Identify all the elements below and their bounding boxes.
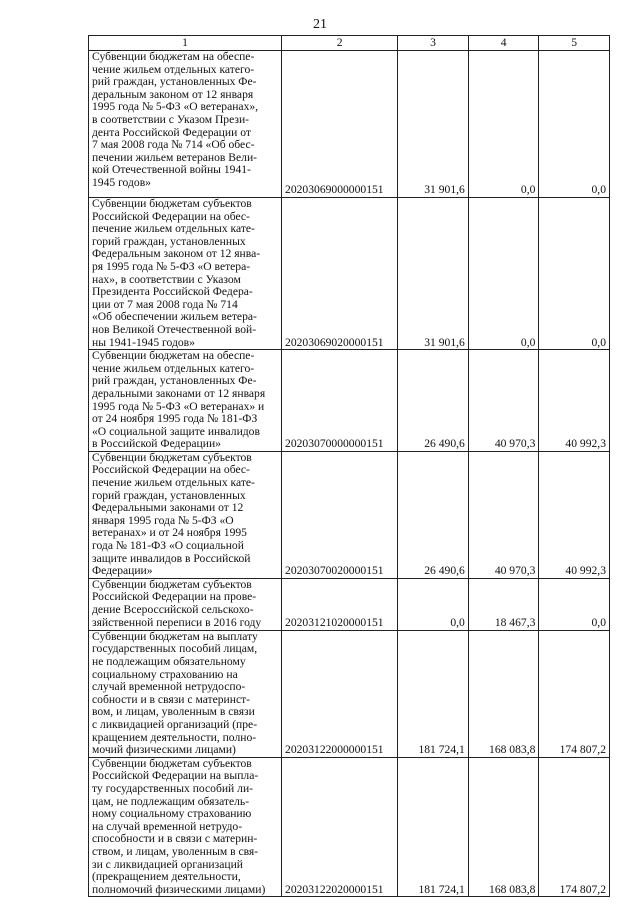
table-row <box>89 51 610 198</box>
row-code: 20203121020000151 <box>282 578 398 630</box>
column-header-2: 2 <box>282 36 398 51</box>
row-description: Субвенции бюджетам субъектов Российской Федерации на прове- дение Всероссийской сельскохо- зяйственной переписи в 2016 году <box>89 578 282 630</box>
table-row <box>89 451 610 578</box>
row-description: Субвенции бюджетам субъектов Российской Федерации на выпла- ту государственных пособий ли- цам, не подлежащим обязатель- ному социальному страхованию на случай временной нетрудо- способности и в связи с материн- ством, и лицам, уволенным в свя- зи с ликвидацией организаций (прекращением деятельности, полномочий физическими лицами) <box>89 757 282 897</box>
row-description: Субвенции бюджетам субъектов Российской Федерации на обес- печение жильем отдельных кате- горий граждан, установленных Федеральными законами от 12 января 1995 года № 5-ФЗ «О ветеранах» и от 24 ноября 1995 года № 181-ФЗ «О социальной защите инвалидов в Российской Федерации» <box>89 451 282 578</box>
row-description: Субвенции бюджетам на обеспе- чение жильем отдельных катего- рий граждан, установленных Фе- деральным законом от 12 января 1995 года № 5-ФЗ «О ветеранах», в соответствии с Указом Прези- дента Российской Федерации от 7 мая 2008 года № 714 «Об обес- печении жильем ветеранов Вели- кой Отечественной войны 1941- 1945 годов» <box>89 51 282 198</box>
row-value-col4: 0,0 <box>468 198 539 350</box>
row-value-col3: 181 724,1 <box>398 757 469 897</box>
row-value-col4: 40 970,3 <box>468 451 539 578</box>
row-description: Субвенции бюджетам на обеспе- чение жильем отдельных катего- рий граждан, установленных Фе- деральными законами от 12 января 1995 года № 5-ФЗ «О ветеранах» и от 24 ноября 1995 года № 181-ФЗ «О социальной защите инвалидов в Российской Федерации» <box>89 350 282 452</box>
row-value-col3: 26 490,6 <box>398 451 469 578</box>
header-row <box>89 36 610 51</box>
row-value-col4: 40 970,3 <box>468 350 539 452</box>
row-value-col5: 0,0 <box>539 578 610 630</box>
row-code: 20203069000000151 <box>282 51 398 198</box>
column-header-3: 3 <box>398 36 469 51</box>
budget-table <box>88 35 610 897</box>
column-header-1: 1 <box>89 36 282 51</box>
row-description: Субвенции бюджетам на выплату государственных пособий лицам, не подлежащим обязательному социальному страхованию на случай временной нетрудоспо- собности и в связи с материнст- вом, и лицам, уволенным в связи с ликвидацией организаций (пре- кращением деятельности, полно- мочий физическими лицами) <box>89 630 282 757</box>
table-row <box>89 757 610 897</box>
row-value-col3: 181 724,1 <box>398 630 469 757</box>
row-value-col4: 168 083,8 <box>468 757 539 897</box>
row-value-col5: 40 992,3 <box>539 350 610 452</box>
row-value-col4: 168 083,8 <box>468 630 539 757</box>
row-code: 20203122020000151 <box>282 757 398 897</box>
row-value-col5: 174 807,2 <box>539 757 610 897</box>
row-code: 20203122000000151 <box>282 630 398 757</box>
row-value-col3: 26 490,6 <box>398 350 469 452</box>
row-value-col3: 31 901,6 <box>398 51 469 198</box>
column-header-5: 5 <box>539 36 610 51</box>
row-value-col4: 0,0 <box>468 51 539 198</box>
page-number: 21 <box>313 17 327 32</box>
table-row <box>89 350 610 452</box>
row-value-col5: 0,0 <box>539 51 610 198</box>
row-description: Субвенции бюджетам субъектов Российской Федерации на обес- печение жильем отдельных кате- горий граждан, установленных Федеральным законом от 12 янва- ря 1995 года № 5-ФЗ «О ветера- нах», в соответствии с Указом Президента Российской Федера- ции от 7 мая 2008 года № 714 «Об обеспечении жильем ветера- нов Великой Отечественной вой- ны 1941-1945 годов» <box>89 198 282 350</box>
row-value-col3: 0,0 <box>398 578 469 630</box>
row-value-col3: 31 901,6 <box>398 198 469 350</box>
row-value-col5: 0,0 <box>539 198 610 350</box>
row-code: 20203070020000151 <box>282 451 398 578</box>
row-code: 20203070000000151 <box>282 350 398 452</box>
row-value-col4: 18 467,3 <box>468 578 539 630</box>
row-code: 20203069020000151 <box>282 198 398 350</box>
table-row <box>89 578 610 630</box>
table-row <box>89 630 610 757</box>
row-value-col5: 174 807,2 <box>539 630 610 757</box>
column-header-4: 4 <box>468 36 539 51</box>
table-row <box>89 198 610 350</box>
row-value-col5: 40 992,3 <box>539 451 610 578</box>
